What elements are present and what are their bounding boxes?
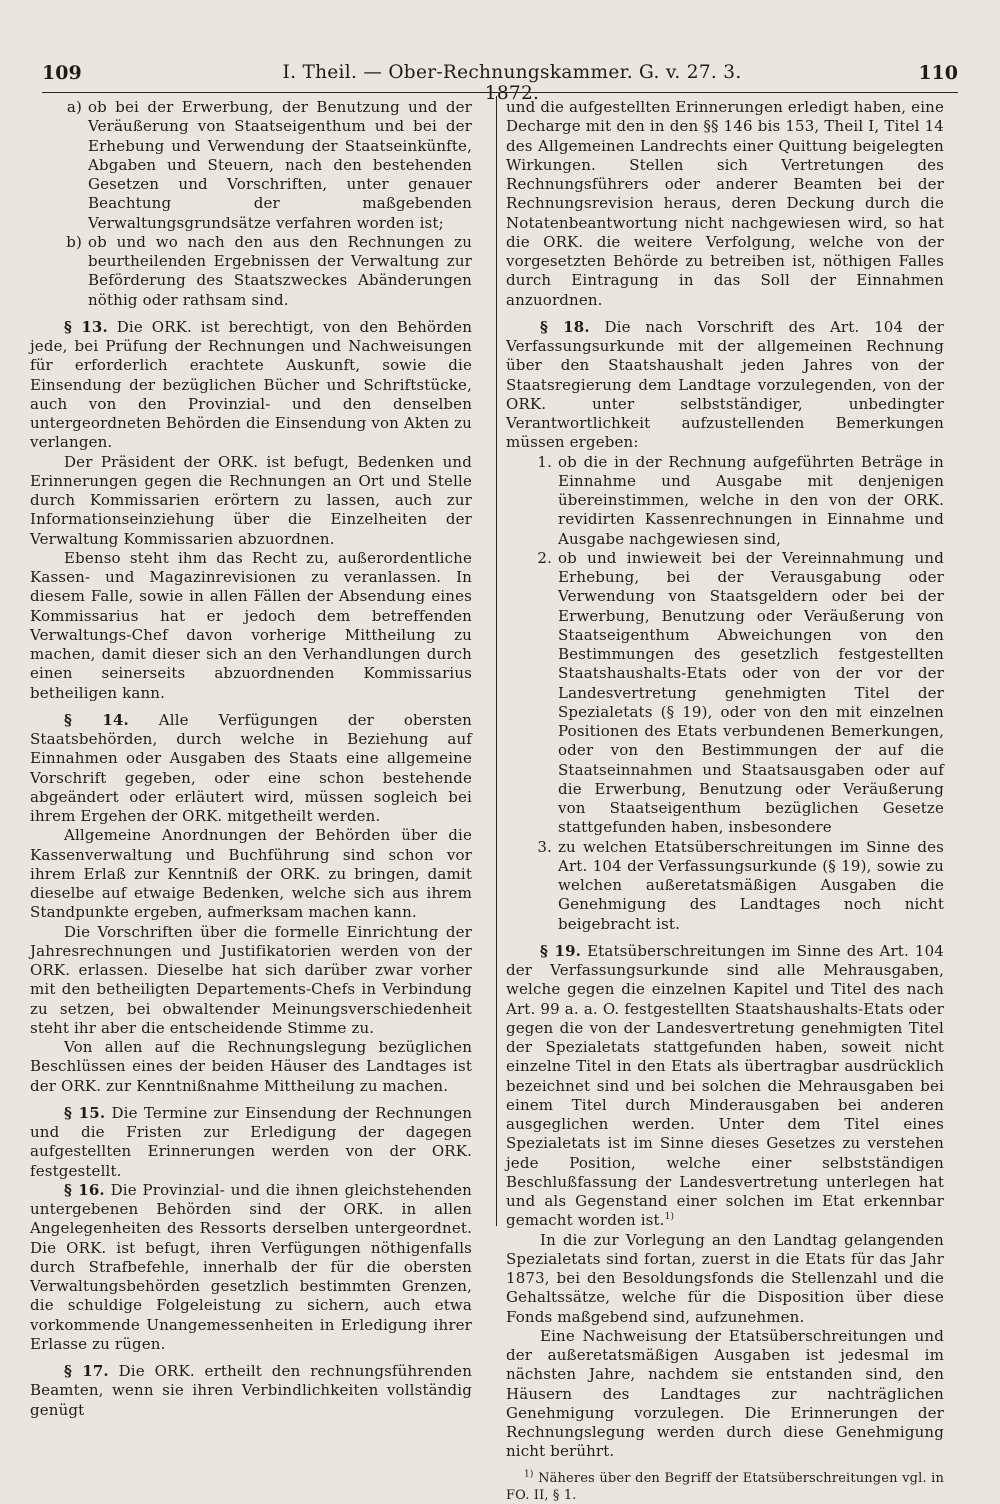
column-divider — [496, 96, 497, 1226]
paragraph-text: Die ORK. ertheilt den rechnungsführenden Beamten, wenn sie ihren Verbindlichkeiten vollständig genügt — [30, 1362, 473, 1419]
section-13 — [30, 318, 472, 453]
section-15 — [30, 1104, 472, 1181]
list-item-text: ob und wo nach den aus den Rechnungen zu beurtheilenden Ergebnissen der Verwaltung zur Beförderung des Staatszweckes Abänderungen nöthig oder rathsam sind. — [88, 232, 472, 309]
paragraph: In die zur Vorlegung an den Landtag gelangenden Spezialetats sind fortan, zuerst in die Etats für das Jahr 1873, bei den Besoldungsfonds die Stellenzahl und die Gehaltssätze, welche für die Disposition über diese Fonds maßgebend sind, aufzunehmen. — [506, 1230, 944, 1326]
left-column — [30, 98, 472, 1420]
paragraph: Allgemeine Anordnungen der Behörden über die Kassenverwaltung und Buchführung sind schon vor ihrem Erlaß zur Kenntniß der ORK. zu bringen, damit dieselbe auf etwaige Bedenken, welche sich aus ihrem Standpunkte ergeben, aufmerksam machen kann. — [30, 826, 472, 922]
list-marker: 1. — [537, 452, 552, 471]
section-14 — [30, 711, 472, 827]
paragraph: Ebenso steht ihm das Recht zu, außerordentliche Kassen- und Magazinrevisionen zu veranlassen. In diesem Falle, sowie in allen Fällen der Absendung eines Kommissarius hat er jedoch dem betreffenden Verwaltungs-Chef davon vorherige Mittheilung zu machen, damit dieser sich an den Verhandlungen durch einen seinerseits abzuordnenden Kommissarius betheiligen kann. — [30, 548, 472, 702]
section-number: § 16. — [64, 1180, 105, 1199]
paragraph-text: Die Termine zur Einsendung der Rechnungen und die Fristen zur Erledigung der dagegen aufgestellten Erinnerungen werden von der ORK. festgestellt. — [30, 1103, 473, 1180]
section-17-continued: und die aufgestellten Erinnerungen erledigt haben, eine Decharge mit den in den §§ 146 bis 153, Theil I, Titel 14 des Allgemeinen Landrechts einer Quittung beigelegten Wirkungen. Stellen sich Vertretungen des Rechnungsführers oder anderer Beamten bei der Rechnungsrevision heraus, deren Deckung durch die Notatenbeantwortung nicht nachgewiesen wird, so hat die ORK. die weitere Verfolgung, welche von der vorgesetzten Behörde zu betreiben ist, nöthigen Falles durch Eintragung in das Soll der Einnahmen anzuordnen. — [506, 98, 944, 309]
list-item — [506, 549, 944, 838]
page-number-right: 110 — [918, 62, 958, 84]
footnote-reference: 1) — [664, 1212, 675, 1223]
running-title: I. Theil. — Ober-Rechnungskammer. G. v. 27. 3. 1872. — [282, 62, 742, 104]
section-number: § 14. — [64, 710, 129, 729]
list-marker: 2. — [537, 548, 552, 567]
list-marker: 3. — [537, 837, 552, 856]
section-18 — [506, 318, 944, 453]
paragraph: Der Präsident der ORK. ist befugt, Bedenken und Erinnerungen gegen die Rechnungen an Ort und Stelle durch Kommissarien erörtern zu lassen, auch zur Informationseinziehung über die Einzelheiten der Verwaltung Kommissarien abzuordnen. — [30, 452, 472, 548]
paragraph-text: Etatsüberschreitungen im Sinne des Art. 104 der Verfassungsurkunde sind alle Mehrausgaben, welche gegen die einzelnen Kapitel und Titel des nach Art. 99 a. a. O. festgestellten Staatshaushalts-Etats oder gegen die von der Landesvertretung genehmigten Titel der Spezialetats stattgefunden haben, soweit nicht einzelne Titel in den Etats als übertragbar ausdrücklich bezeichnet sind und bei solchen die Mehrausgaben bei einem Titel durch Minderausgaben bei anderen ausgeglichen werden. Unter dem Titel eines Spezialetats ist im Sinne dieses Gesetzes zu verstehen jede Position, welche einer selbstständigen Beschlußfassung der Landesvertretung unterlegen hat und als Gegenstand einer solchen im Etat erkennbar gemacht worden ist. — [506, 941, 944, 1230]
list-item-text: zu welchen Etatsüberschreitungen im Sinne des Art. 104 der Verfassungsurkunde (§ 19), sowie zu welchen außeretatsmäßigen Ausgaben die Genehmigung des Landtages noch nicht beigebracht ist. — [558, 837, 944, 933]
paragraph-text: Alle Verfügungen der obersten Staatsbehörden, durch welche in Beziehung auf Einnahmen oder Ausgaben des Staats eine allgemeine Vorschrift gegeben, oder eine schon bestehende abgeändert oder erläutert wird, müssen sogleich bei ihrem Ergehen der ORK. mitgetheilt werden. — [30, 710, 472, 825]
paragraph-text: Die nach Vorschrift des Art. 104 der Verfassungsurkunde mit der allgemeinen Rechnung über den Staatshaushalt jeden Jahres von der Staatsregierung dem Landtage vorzulegenden, von der ORK. unter selbstständiger, unbedingter Verantwortlichkeit aufzustellenden Bemerkungen müssen ergeben: — [506, 317, 944, 452]
paragraph-text: Die ORK. ist berechtigt, von den Behörden jede, bei Prüfung der Rechnungen und Nachweisungen für erforderlich erachtete Auskunft, sowie die Einsendung der bezüglichen Bücher und Schriftstücke, auch von den Provinzial- und den denselben untergeordneten Behörden die Einsendung von Akten zu verlangen. — [30, 317, 472, 452]
paragraph: Die Vorschriften über die formelle Einrichtung der Jahresrechnungen und Justifikatorien werden von der ORK. erlassen. Dieselbe hat sich darüber zwar vorher mit den betheiligten Departements-Chefs in Verbindung zu setzen, bei obwaltender Meinungsverschiedenheit steht ihr aber die entscheidende Stimme zu. — [30, 922, 472, 1037]
list-item — [30, 98, 472, 233]
page-number-left: 109 — [42, 62, 82, 84]
section-number: § 15. — [64, 1103, 106, 1122]
list-item-text: ob bei der Erwerbung, der Benutzung und der Veräußerung von Staatseigenthum und bei der Erhebung und Verwendung der Staatseinkünfte, Abgaben und Steuern, nach den bestehenden Gesetzen und Vorschriften, unter genauer Beachtung der maßgebenden Verwaltungsgrundsätze verfahren worden ist; — [88, 98, 472, 232]
section-16 — [30, 1181, 472, 1354]
list-item — [506, 838, 944, 934]
header-rule — [42, 92, 958, 93]
paragraph: Eine Nachweisung der Etatsüberschreitungen und der außeretatsmäßigen Ausgaben ist jedesmal im nächsten Jahre, nachdem sie entstanden sind, den Häusern des Landtages zur nachträglichen Genehmigung vorzulegen. Die Erinnerungen der Rechnungslegung werden durch diese Genehmigung nicht berührt. — [506, 1326, 944, 1461]
list-item — [506, 453, 944, 549]
right-column — [506, 98, 944, 1504]
paragraph: Von allen auf die Rechnungslegung bezüglichen Beschlüssen eines der beiden Häuser des Landtages ist der ORK. zur Kenntnißnahme Mittheilung zu machen. — [30, 1038, 472, 1095]
section-number: § 13. — [64, 317, 108, 336]
list-item-text: ob und inwieweit bei der Vereinnahmung und Erhebung, bei der Verausgabung oder Verwendung von Staatsgeldern oder bei der Erwerbung, Benutzung oder Veräußerung von Staatseigenthum Abweichungen von den Bestimmungen des gesetzlich festgestellten Staatshaushalts-Etats oder von der vor der Landesvertretung genehmigten Titel der Spezialetats (§ 19), oder von den mit einzelnen Positionen des Etats verbundenen Bemerkungen, oder von den Bestimmungen der auf die Staatseinnahmen und Staatsausgaben oder auf die Erwerbung, Benutzung oder Veräußerung von Staatseigenthum bezüglichen Gesetze stattgefunden haben, insbesondere — [558, 548, 944, 837]
list-marker: b) — [66, 232, 82, 251]
section-19 — [506, 942, 944, 1231]
footnote — [506, 1470, 944, 1504]
section-number: § 17. — [64, 1362, 109, 1380]
section-number: § 18. — [540, 317, 590, 336]
list-marker: a) — [66, 98, 82, 116]
section-number: § 19. — [540, 941, 582, 960]
footnote-text: Näheres über den Begriff der Etatsüberschreitungen vgl. in FO. II, § 1. — [506, 1470, 944, 1503]
page-header — [42, 62, 958, 104]
list-item-text: ob die in der Rechnung aufgeführten Beträge in Einnahme und Ausgabe mit denjenigen übereinstimmen, welche in den von der ORK. revidirten Kassenrechnungen in Einnahme und Ausgabe nachgewiesen sind, — [558, 452, 944, 548]
section-17 — [30, 1362, 472, 1420]
list-item — [30, 233, 472, 310]
paragraph-text: Die Provinzial- und die ihnen gleichstehenden untergebenen Behörden sind der ORK. in allen Angelegenheiten des Ressorts derselben untergeordnet. Die ORK. ist befugt, ihren Verfügungen nöthigenfalls durch Strafbefehle, innerhalb der für die obersten Verwaltungsbehörden gesetzlich bestimmten Grenzen, die schuldige Folgeleistung zu sichern, auch etwa vorkommende Unangemessenheiten in Erledigung ihrer Erlasse zu rügen. — [30, 1180, 472, 1353]
footnote-marker: 1) — [524, 1469, 534, 1480]
